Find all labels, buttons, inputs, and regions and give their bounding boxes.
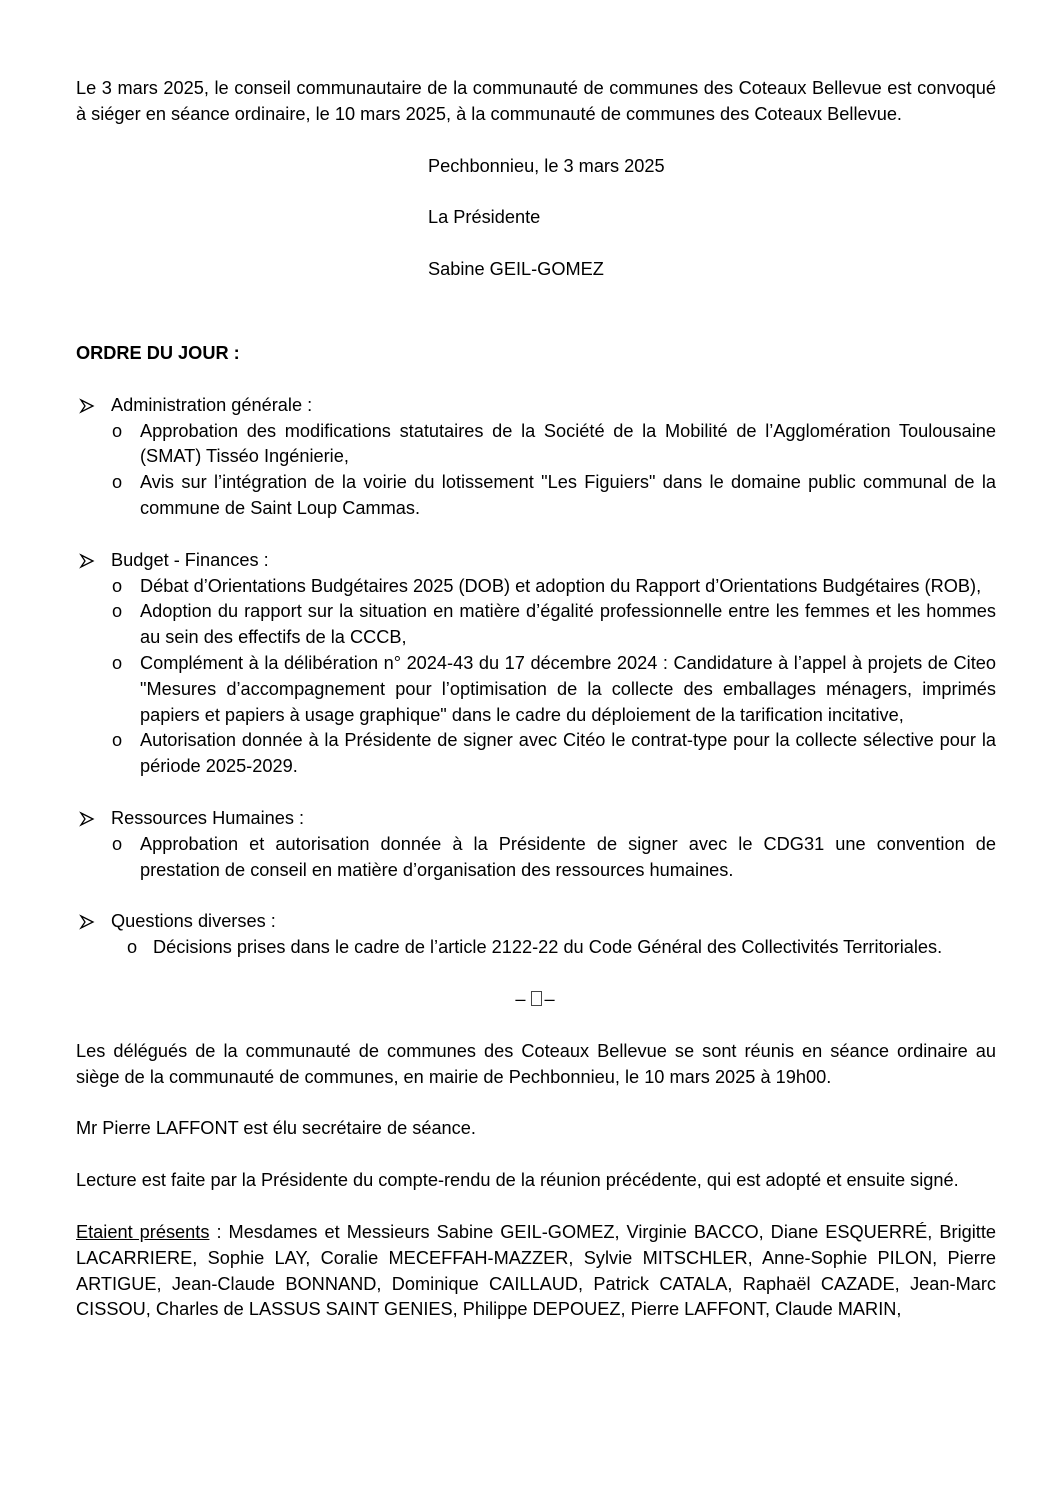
agenda-section-rh [76, 806, 996, 883]
agenda-item-text: Autorisation donnée à la Présidente de signer avec Citéo le contrat-type pour la collecte sélective pour la période 2025-2029. [140, 730, 996, 777]
signature-place-date: Pechbonnieu, le 3 mars 2025 [428, 155, 665, 176]
agenda-item-text: Adoption du rapport sur la situation en matière d’égalité professionnelle entre les femmes et les hommes au sein des effectifs de la CCCB, [140, 601, 996, 648]
agenda-section-heading [76, 548, 996, 574]
circle-bullet: o [112, 730, 123, 751]
agenda-item [76, 935, 996, 961]
agenda-item-text: Débat d’Orientations Budgétaires 2025 (DOB) et adoption du Rapport d’Orientations Budgétaires (ROB), [140, 575, 982, 596]
agenda-item [76, 651, 996, 728]
agenda-item-text: Approbation des modifications statutaires de la Société de la Mobilité de l’Agglomération Toulousaine (SMAT) Tisséo Ingénierie, [140, 420, 996, 467]
circle-bullet: o [127, 937, 138, 958]
agenda-item-list [76, 832, 996, 884]
agenda-item-text: Complément à la délibération n° 2024-43 du 17 décembre 2024 : Candidature à l’appel à projets de Citeo "Mesures d’accompagnement pour l’optimisation de la collecte des emballages ménagers, imprimés papiers et papiers à usage graphique" dans le cadre du déploiement de la tarification incitative, [140, 652, 996, 725]
agenda-title: ORDRE DU JOUR : [76, 342, 240, 363]
circle-bullet: o [112, 472, 123, 493]
circle-bullet: o [112, 420, 123, 441]
agenda-section-administration [76, 393, 996, 522]
signature-name: Sabine GEIL-GOMEZ [428, 259, 604, 280]
document-page [76, 76, 996, 1323]
agenda-item-list [76, 574, 996, 780]
meeting-paragraph: Les délégués de la communauté de communes des Coteaux Bellevue se sont réunis en séance ordinaire au siège de la communauté de communes, en mairie de Pechbonnieu, le 10 mars 2025 à 19h00. [76, 1040, 996, 1087]
section-separator [76, 987, 996, 1013]
agenda-section-heading [76, 393, 996, 419]
separator-dash-right: – [544, 988, 557, 1009]
reading-paragraph: Lecture est faite par la Présidente du compte-rendu de la réunion précédente, qui est adopté et ensuite signé. [76, 1170, 959, 1191]
attendees-list: : Mesdames et Messieurs Sabine GEIL-GOMEZ, Virginie BACCO, Diane ESQUERRÉ, Brigitte LACARRIERE, Sophie LAY, Coralie MECEFFAH-MAZZER, Sylvie MITSCHLER, Anne-Sophie PILON, Pierre ARTIGUE, Jean-Claude BONNAND, Dominique CAILLAUD, Patrick CATALA, Raphaël CAZADE, Jean-Marc CISSOU, Charles de LASSUS SAINT GENIES, Philippe DEPOUEZ, Pierre LAFFONT, Claude MARIN, [76, 1221, 996, 1320]
attendees-label: Etaient présents [76, 1221, 210, 1242]
agenda-section-heading [76, 909, 996, 935]
circle-bullet: o [112, 601, 123, 622]
agenda-item [76, 728, 996, 780]
arrowhead-bullet-icon [78, 548, 96, 574]
agenda-section-heading-text: Ressources Humaines : [111, 807, 305, 828]
separator-dash-left: – [515, 988, 528, 1009]
attendees-paragraph [76, 1220, 996, 1323]
agenda-item-list [76, 935, 996, 961]
agenda-section-budget [76, 548, 996, 780]
secretary-paragraph: Mr Pierre LAFFONT est élu secrétaire de séance. [76, 1118, 476, 1139]
arrowhead-bullet-icon [78, 393, 96, 419]
agenda-item-text: Approbation et autorisation donnée à la Présidente de signer avec le CDG31 une convention de prestation de conseil en matière d’organisation des ressources humaines. [140, 833, 996, 880]
agenda-section-heading-text: Budget - Finances : [111, 549, 269, 570]
arrowhead-bullet-icon [78, 806, 96, 832]
signature-role: La Présidente [428, 207, 541, 228]
agenda-item [76, 832, 996, 884]
agenda-item-text: Avis sur l’intégration de la voirie du lotissement "Les Figuiers" dans le domaine public communal de la commune de Saint Loup Cammas. [140, 472, 996, 518]
circle-bullet: o [112, 575, 123, 596]
agenda-section-heading [76, 806, 996, 832]
missing-glyph-icon [531, 991, 542, 1006]
agenda-item [76, 419, 996, 471]
circle-bullet: o [112, 833, 123, 854]
circle-bullet: o [112, 652, 123, 673]
convocation-paragraph: Le 3 mars 2025, le conseil communautaire de la communauté de communes des Coteaux Bellevue est convoqué à siéger en séance ordinaire, le 10 mars 2025, à la communauté de communes des Coteaux Bellevue. [76, 78, 996, 124]
agenda-item [76, 574, 996, 600]
agenda-sections [76, 393, 996, 961]
agenda-section-heading-text: Questions diverses : [111, 911, 276, 932]
agenda-item [76, 470, 996, 522]
agenda-section-heading-text: Administration générale : [111, 394, 313, 415]
arrowhead-bullet-icon [78, 909, 96, 935]
agenda-item [76, 599, 996, 651]
agenda-item-list [76, 419, 996, 522]
agenda-section-questions [76, 909, 996, 961]
agenda-item-text: Décisions prises dans le cadre de l’article 2122-22 du Code Général des Collectivités Territoriales. [153, 937, 943, 958]
